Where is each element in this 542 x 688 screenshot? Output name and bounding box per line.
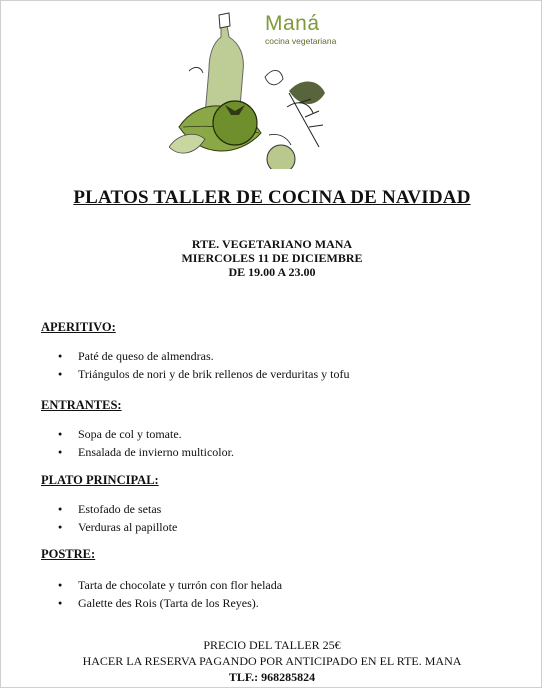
price-text: PRECIO DEL TALLER 25€ <box>203 638 341 652</box>
list-item: ● Sopa de col y tomate. <box>41 425 521 443</box>
section-entrantes <box>41 397 521 461</box>
section-heading: POSTRE: <box>41 547 96 561</box>
section-heading: PLATO PRINCIPAL: <box>41 473 159 487</box>
footer-info <box>1 637 542 685</box>
list-item: ● Estofado de setas <box>41 500 521 518</box>
section-plato-principal <box>41 472 521 536</box>
list-item: ● Triángulos de nori y de brik rellenos de verduritas y tofu <box>41 365 521 383</box>
dish-list <box>41 425 521 461</box>
list-item: ● Tarta de chocolate y turrón con flor helada <box>41 576 521 594</box>
list-item: ● Paté de queso de almendras. <box>41 347 521 365</box>
section-heading: ENTRANTES: <box>41 398 122 412</box>
list-item: ● Verduras al papillote <box>41 518 521 536</box>
event-info <box>1 237 542 279</box>
dish-list <box>41 500 521 536</box>
event-time: DE 19.00 A 23.00 <box>228 265 316 279</box>
brand-logo <box>265 13 336 46</box>
list-item: ● Ensalada de invierno multicolor. <box>41 443 521 461</box>
section-postre <box>41 546 521 612</box>
section-aperitivo <box>41 319 521 383</box>
event-venue: RTE. VEGETARIANO MANA <box>191 237 353 251</box>
reservation-text: HACER LA RESERVA PAGANDO POR ANTICIPADO EN EL RTE. MANA <box>82 654 462 668</box>
section-heading: APERITIVO: <box>41 320 116 334</box>
brand-name: Maná <box>265 12 320 35</box>
list-item: ● Galette des Rois (Tarta de los Reyes). <box>41 594 521 612</box>
dish-list <box>41 347 521 383</box>
dish-list <box>41 576 521 612</box>
phone-text: TLF.: 968285824 <box>228 670 316 684</box>
page-title: PLATOS TALLER DE COCINA DE NAVIDAD <box>73 187 471 208</box>
event-date: MIERCOLES 11 DE DICIEMBRE <box>181 251 363 265</box>
brand-subtitle: cocina vegetariana <box>265 36 337 46</box>
